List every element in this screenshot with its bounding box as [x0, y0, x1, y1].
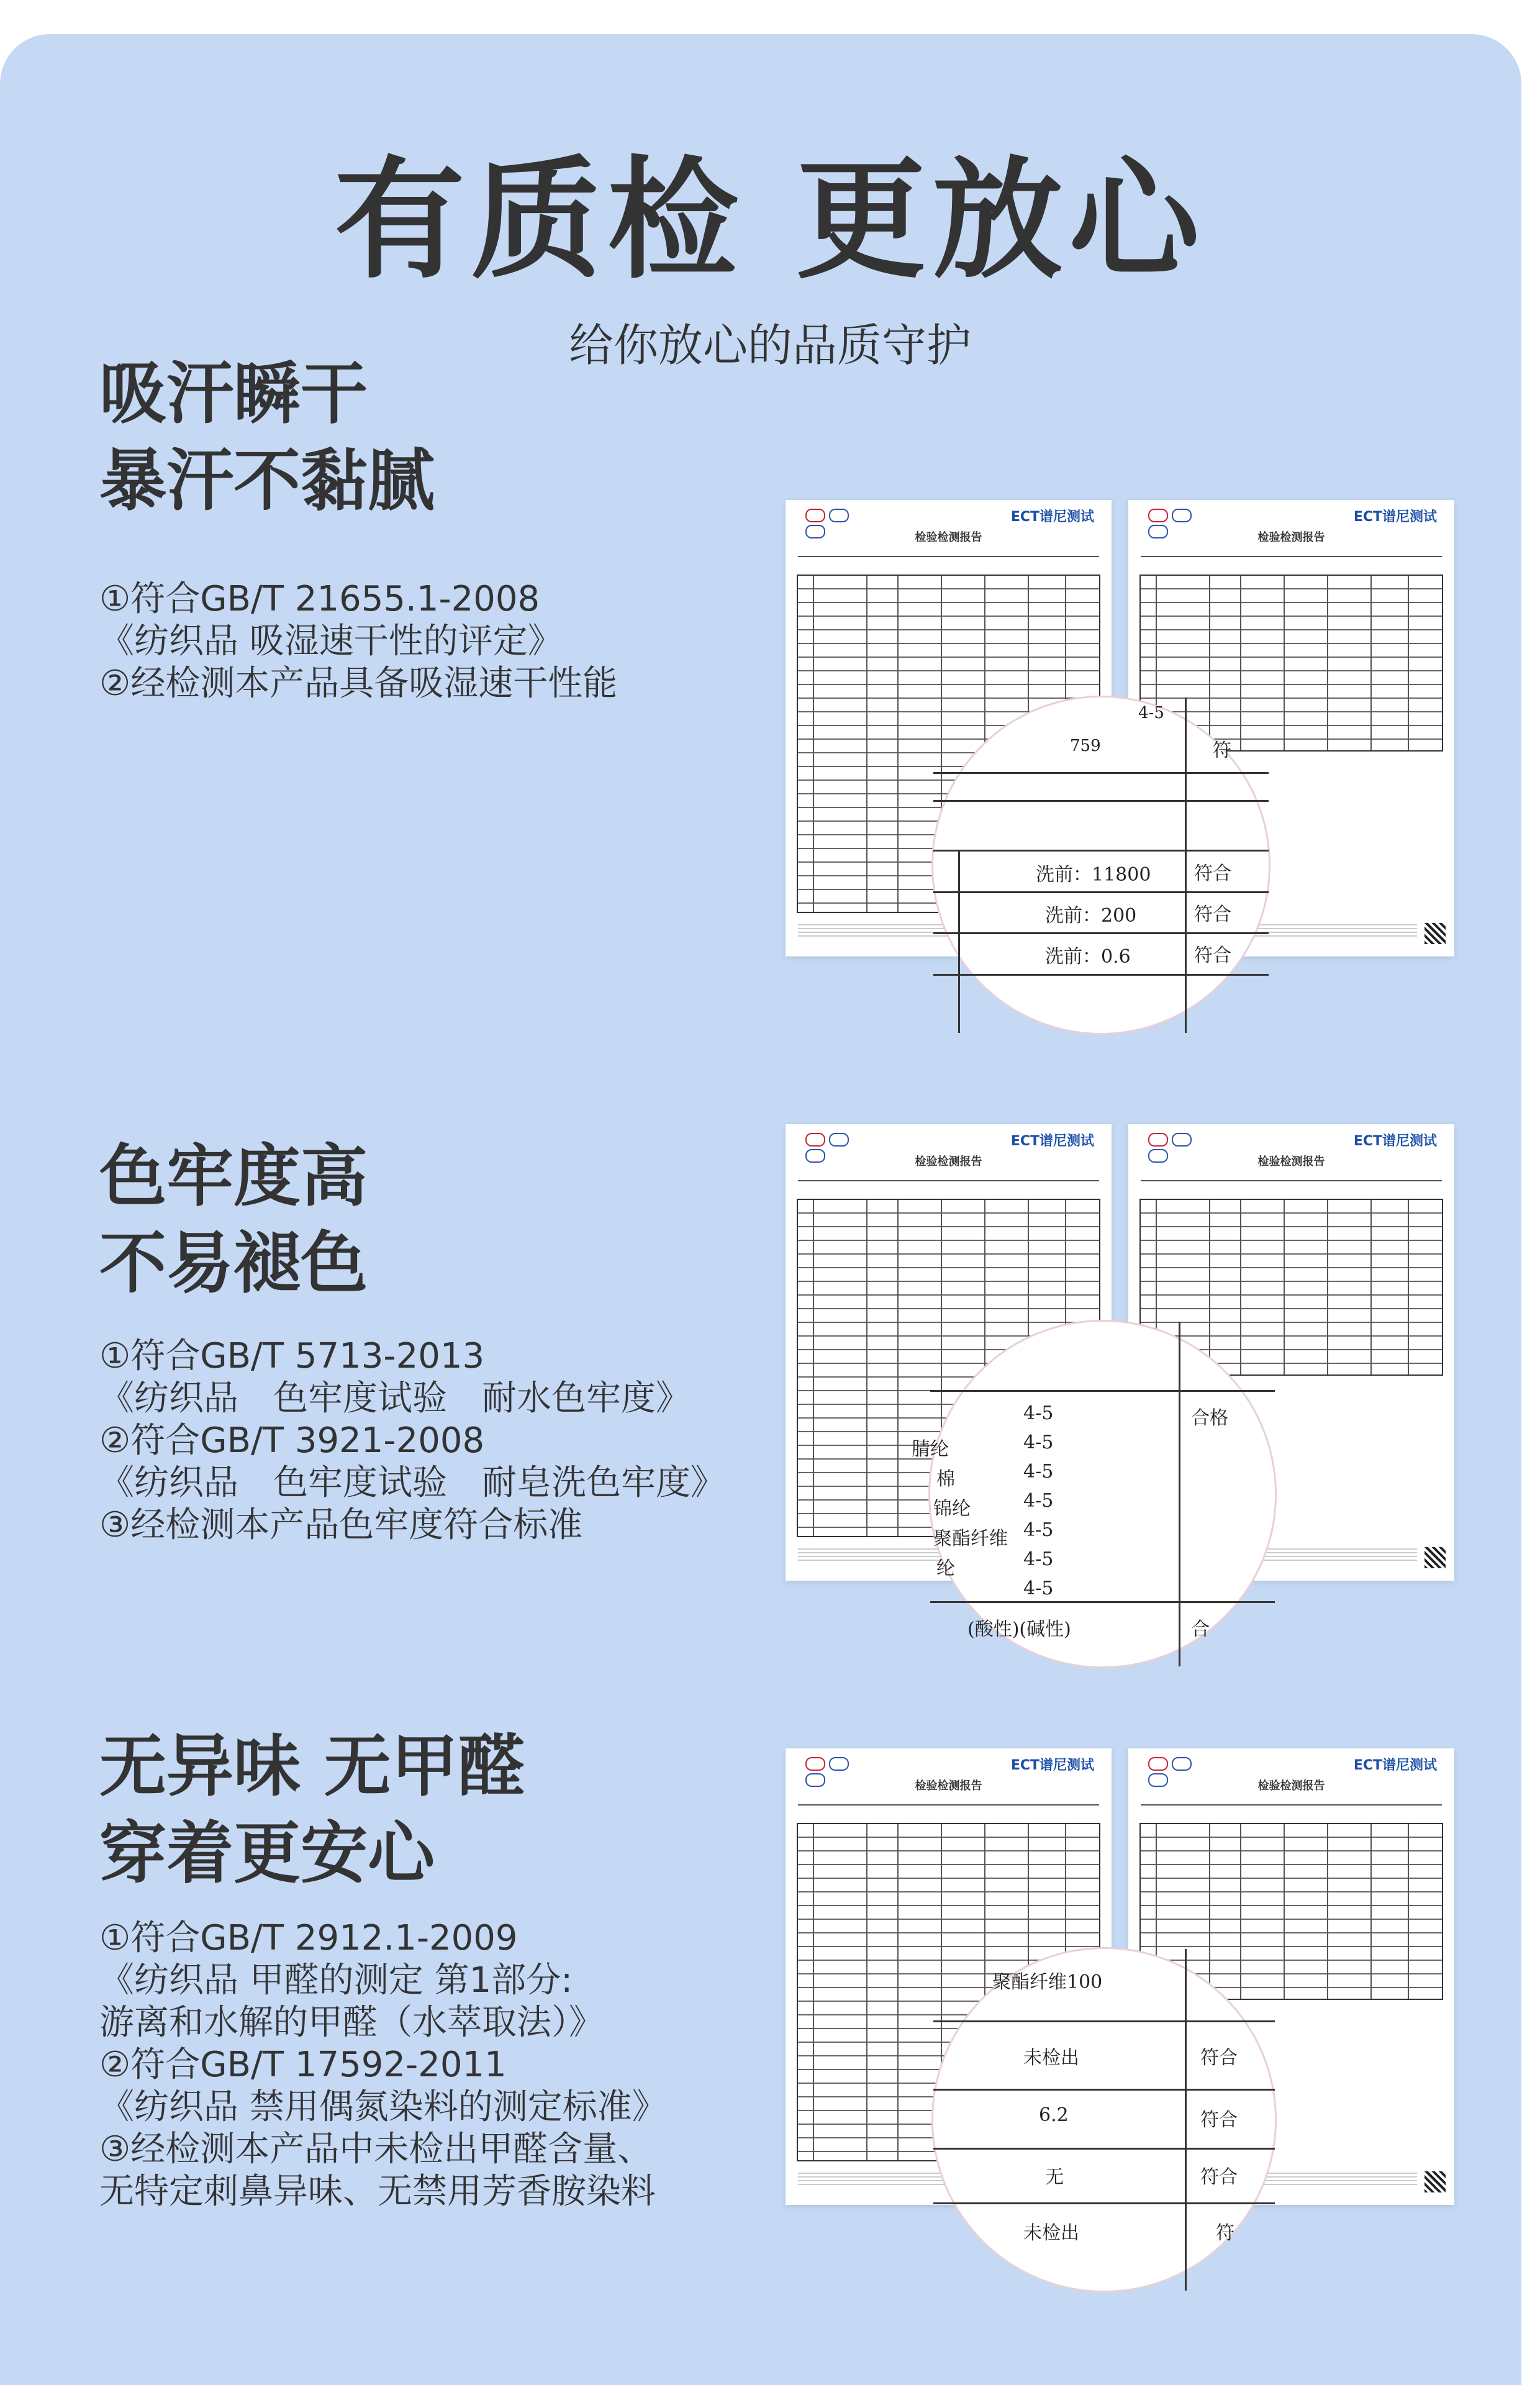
feature-note: 无特定刺鼻异味、无禁用芳香胺染料 — [99, 2171, 656, 2212]
zoom-result: 符合 — [1194, 945, 1231, 966]
feature-note: ②符合GB/T 17592-2011 — [99, 2045, 507, 2085]
feature-color-fastness — [99, 1133, 782, 1547]
feature-note: 游离和水解的甲醛（水萃取法）》 — [99, 2002, 604, 2043]
feature-notes — [99, 578, 782, 705]
qr-code-icon — [1424, 2171, 1446, 2192]
zoom-result: 合格 — [1191, 1407, 1228, 1429]
zoom-fiber-label: 聚酯纤维 — [933, 1528, 1008, 1550]
report-brand: ECT谱尼测试 — [1010, 1758, 1094, 1773]
certification-logos — [1148, 1757, 1216, 1773]
feature-notes — [99, 1335, 782, 1547]
zoom-fiber-label: 锦纶 — [933, 1498, 971, 1520]
page-title: 有质检 更放心 — [334, 144, 1206, 296]
page-subtitle: 给你放心的品质守护 — [568, 319, 971, 371]
report-brand: ECT谱尼测试 — [1010, 1133, 1094, 1149]
zoom-result: 合 — [1191, 1619, 1210, 1640]
report-brand: ECT谱尼测试 — [1353, 509, 1437, 525]
feature-no-formaldehyde — [99, 1724, 782, 2213]
zoom-result: 符 — [1216, 2222, 1234, 2244]
feature-heading-line: 不易褪色 — [99, 1225, 368, 1302]
zoom-value: 洗前：11800 — [1036, 864, 1151, 886]
report-meta — [798, 1174, 1099, 1181]
feature-note: 《纺织品 色牢度试验 耐皂洗色牢度》 — [99, 1463, 725, 1503]
report-meta — [1141, 1798, 1442, 1806]
zoom-value: 4-5 — [1023, 1432, 1054, 1453]
qr-code-icon — [1424, 1547, 1446, 1568]
qr-code-icon — [1424, 923, 1446, 944]
report-meta — [798, 1798, 1099, 1806]
zoom-value: 聚酯纤维100 — [992, 1971, 1103, 1993]
feature-heading-line: 色牢度高 — [99, 1138, 368, 1215]
feature-note: 《纺织品 甲醛的测定 第1部分: — [99, 1960, 573, 2001]
zoom-value: 4-5 — [1138, 704, 1164, 722]
feature-note: ③经检测本产品中未检出甲醛含量、 — [99, 2129, 653, 2169]
feature-note: ①符合GB/T 21655.1-2008 — [99, 579, 540, 619]
zoom-magnifier — [931, 696, 1270, 1035]
feature-note: ②经检测本产品具备吸湿速干性能 — [99, 663, 618, 704]
zoom-result: 符合 — [1200, 2166, 1238, 2188]
zoom-value: 4-5 — [1023, 1461, 1054, 1483]
certification-logos — [805, 1757, 874, 1773]
feature-heading — [99, 1724, 782, 1897]
zoom-fiber-label: 棉 — [936, 1468, 955, 1490]
report-title: 检验检测报告 — [1257, 1779, 1325, 1792]
zoom-value: 4-5 — [1023, 1402, 1054, 1424]
certification-logos — [805, 509, 874, 525]
feature-note: ①符合GB/T 2912.1-2009 — [99, 1918, 518, 1958]
zoom-value: 4-5 — [1023, 1578, 1054, 1599]
feature-quick-dry — [99, 351, 782, 705]
zoom-result: 符 — [1213, 740, 1231, 761]
zoom-fiber-label: 腈纶 — [912, 1438, 949, 1460]
zoom-result: 符合 — [1200, 2047, 1238, 2069]
report-title: 检验检测报告 — [915, 1155, 982, 1168]
feature-heading — [99, 351, 782, 525]
zoom-value: 4-5 — [1023, 1548, 1054, 1570]
report-brand: ECT谱尼测试 — [1353, 1758, 1437, 1773]
zoom-magnifier — [912, 1320, 1277, 1668]
zoom-value: 4-5 — [1023, 1490, 1054, 1512]
zoom-value: 4-5 — [1023, 1519, 1054, 1541]
feature-note: ①符合GB/T 5713-2013 — [99, 1336, 485, 1376]
zoom-value: 洗前：200 — [1045, 905, 1137, 927]
zoom-magnifier — [931, 1947, 1277, 2292]
report-meta — [1141, 1174, 1442, 1181]
feature-heading — [99, 1133, 782, 1307]
feature-heading-line: 吸汗瞬干 — [99, 355, 368, 433]
feature-heading-line: 穿着更安心 — [99, 1815, 435, 1892]
feature-note: 《纺织品 色牢度试验 耐水色牢度》 — [99, 1378, 691, 1419]
certification-logos — [805, 1133, 874, 1149]
feature-note: ②符合GB/T 3921-2008 — [99, 1420, 485, 1461]
feature-notes — [99, 1917, 782, 2213]
report-brand: ECT谱尼测试 — [1010, 509, 1094, 525]
certification-logos — [1148, 1133, 1216, 1149]
report-title: 检验检测报告 — [915, 1779, 982, 1792]
zoom-value: 洗前：0.6 — [1045, 946, 1131, 968]
report-brand: ECT谱尼测试 — [1353, 1133, 1437, 1149]
zoom-note: (酸性)(碱性) — [967, 1619, 1071, 1640]
feature-heading-line: 暴汗不黏腻 — [99, 442, 435, 520]
feature-heading-line: 无异味 无甲醛 — [99, 1728, 525, 1806]
report-meta — [798, 550, 1099, 557]
report-meta — [1141, 550, 1442, 557]
zoom-result: 符合 — [1194, 904, 1231, 925]
zoom-value: 无 — [1045, 2166, 1064, 2188]
report-title: 检验检测报告 — [1257, 531, 1325, 544]
feature-note: ③经检测本产品色牢度符合标准 — [99, 1505, 583, 1545]
certification-logos — [1148, 509, 1216, 525]
zoom-result: 符合 — [1200, 2109, 1238, 2131]
feature-note: 《纺织品 禁用偶氮染料的测定标准》 — [99, 2087, 667, 2127]
zoom-fiber-label: 纶 — [936, 1558, 955, 1579]
zoom-value: 未检出 — [1023, 2222, 1079, 2244]
zoom-value: 759 — [1070, 737, 1101, 755]
zoom-value: 未检出 — [1023, 2047, 1079, 2069]
feature-note: 《纺织品 吸湿速干性的评定》 — [99, 621, 563, 661]
zoom-result: 符合 — [1194, 863, 1231, 884]
report-title: 检验检测报告 — [915, 531, 982, 544]
zoom-value: 6.2 — [1039, 2104, 1069, 2126]
report-title: 检验检测报告 — [1257, 1155, 1325, 1168]
